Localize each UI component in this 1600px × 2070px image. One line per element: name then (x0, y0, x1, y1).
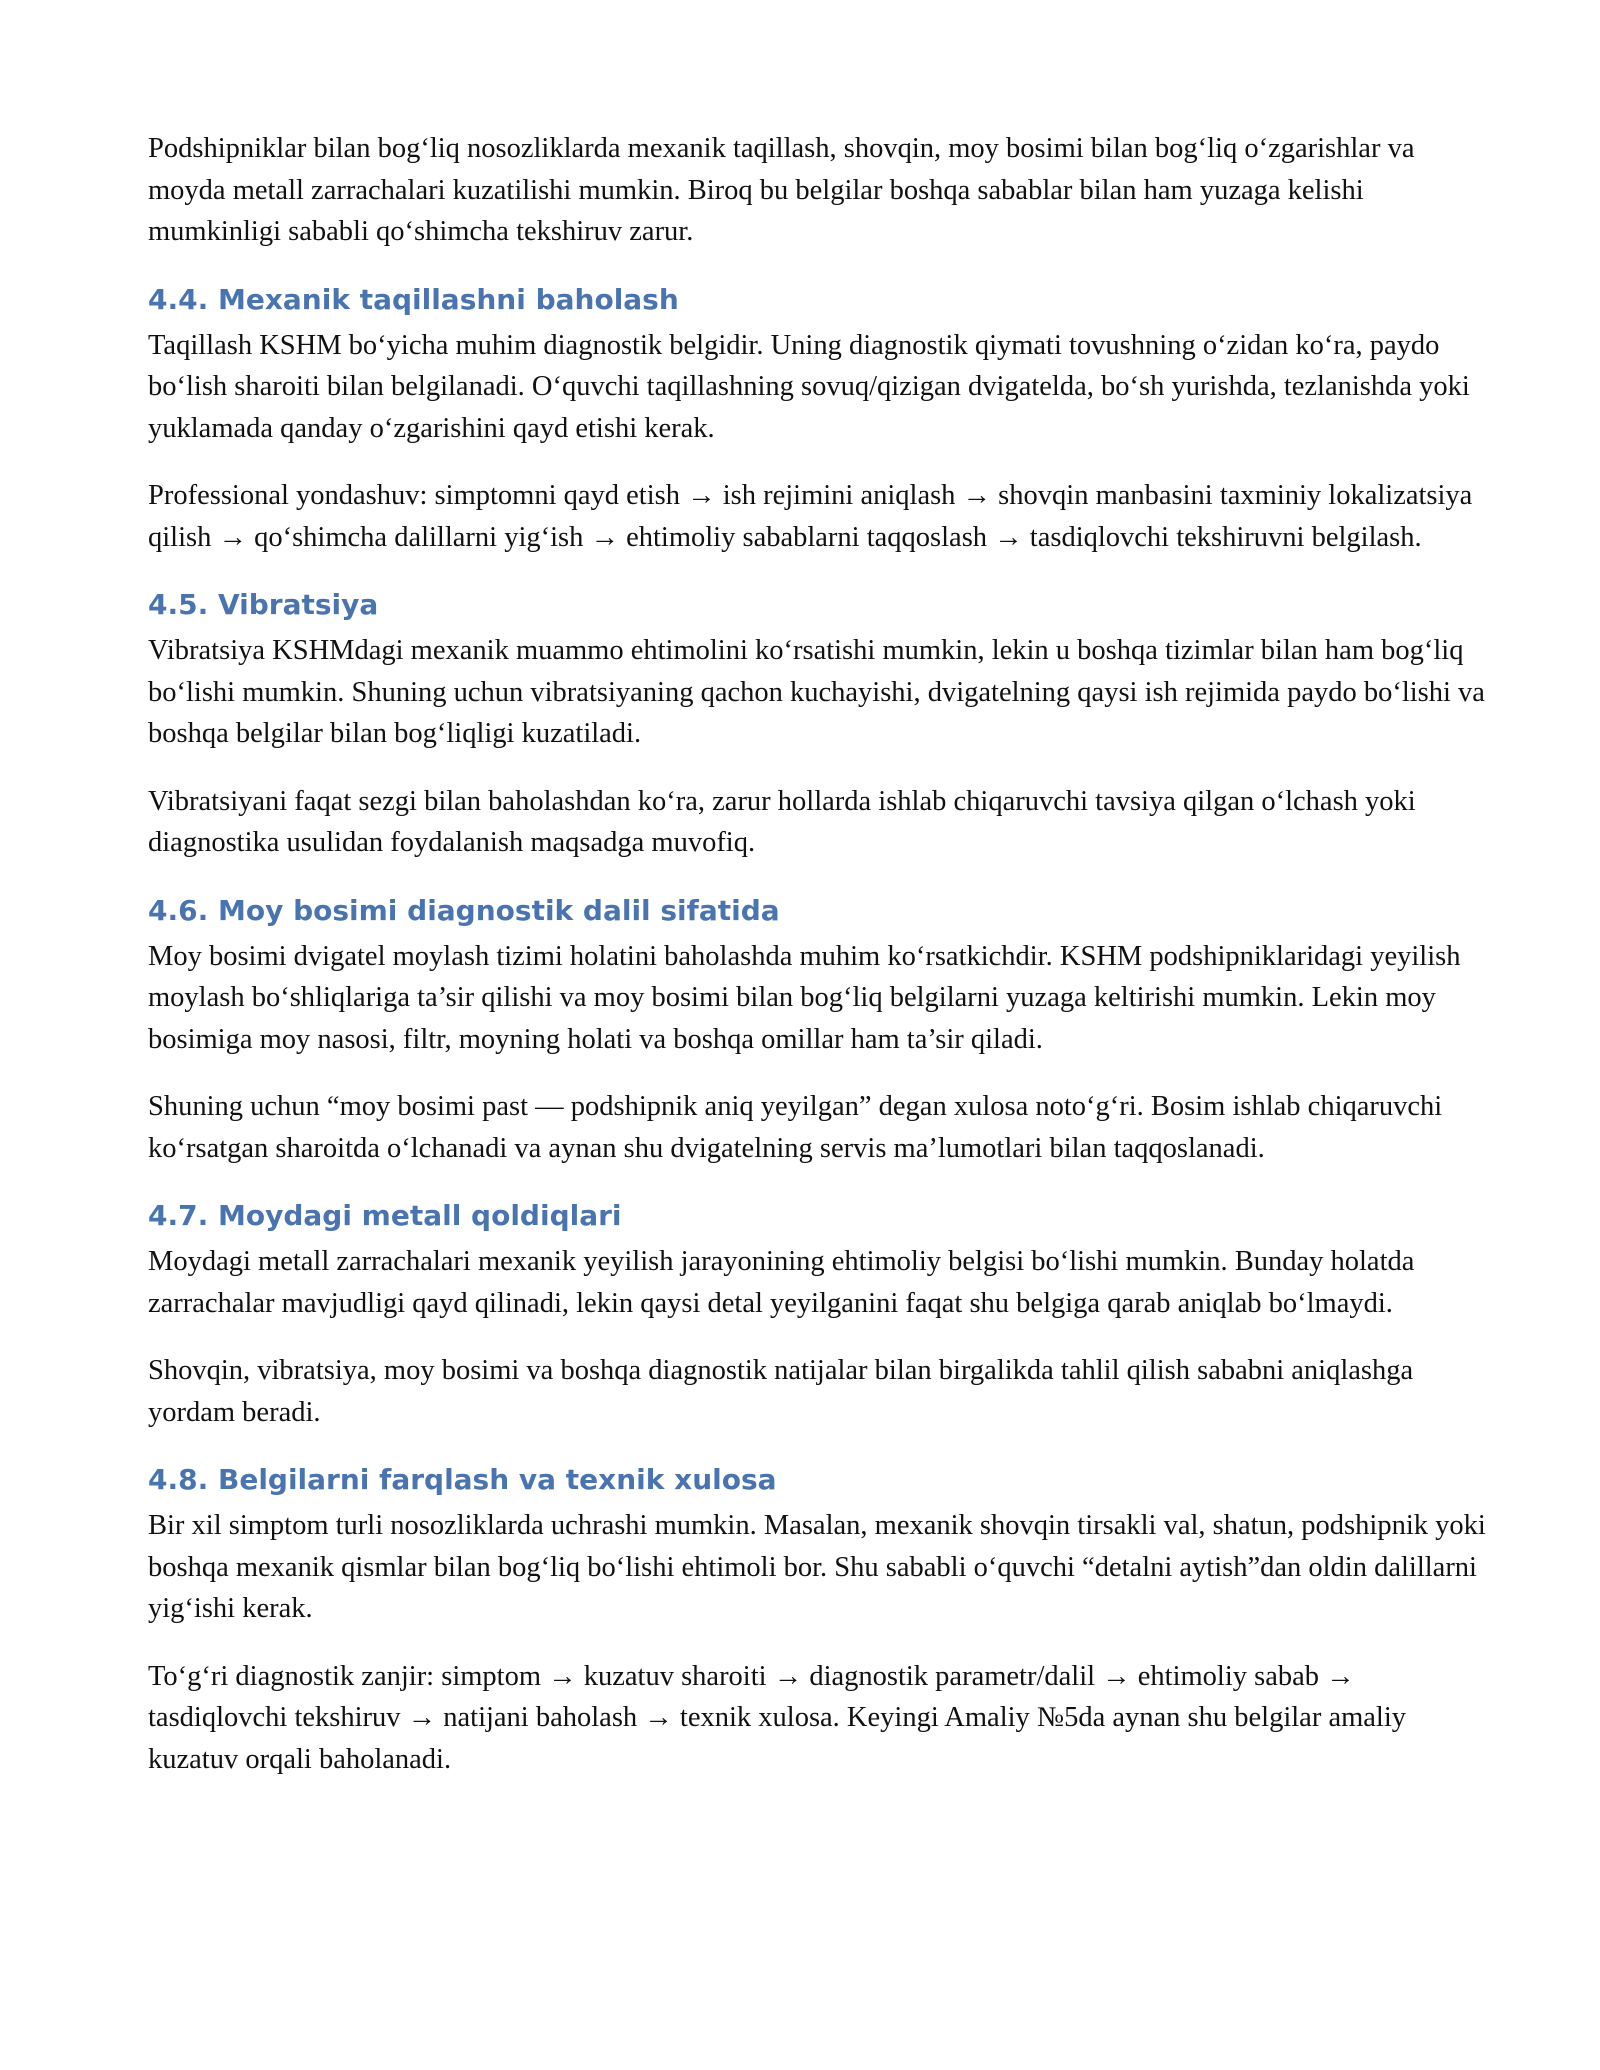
section-4-7 (148, 1195, 1490, 1433)
paragraph: Taqillash KSHM bo‘yicha muhim diagnostik belgidir. Uning diagnostik qiymati tovushning o‘zidan ko‘ra, paydo bo‘lish sharoiti bilan belgilanadi. O‘quvchi taqillashning sovuq/qizigan dvigatelda, bo‘sh yurishda, tezlanishda yoki yuklamada qanday o‘zgarishini qayd etishi kerak. (148, 329, 1470, 444)
section-heading: 4.7. Moydagi metall qoldiqlari (148, 1199, 622, 1232)
section-4-6 (148, 890, 1490, 1170)
section-heading: 4.4. Mexanik taqillashni baholash (148, 282, 679, 316)
paragraph: Vibratsiya KSHMdagi mexanik muammo ehtimolini ko‘rsatishi mumkin, lekin u boshqa tizimlar bilan ham bog‘liq bo‘lishi mumkin. Shuning uchun vibratsiyaning qachon kuchayishi, dvigatelning qaysi ish rejimida paydo bo‘lishi va boshqa belgilar bilan bog‘liqligi kuzatiladi. (148, 635, 1485, 749)
paragraph: Moydagi metall zarrachalari mexanik yeyilish jarayonining ehtimoliy belgisi bo‘lishi mumkin. Bunday holatda zarrachalar mavjudligi qayd qilinadi, lekin qaysi detal yeyilganini faqat shu belgiga qarab aniqlab bo‘lmaydi. (148, 1246, 1415, 1319)
document-page (148, 128, 1490, 1806)
paragraph: Moy bosimi dvigatel moylash tizimi holatini baholashda muhim ko‘rsatkichdir. KSHM podshipniklaridagi yeyilish moylash bo‘shliqlariga ta’sir qilishi va moy bosimi bilan bog‘liq belgilarni yuzaga keltirishi mumkin. Lekin moy bosimiga moy nasosi, filtr, moyning holati va boshqa omillar ham ta’sir qiladi. (148, 940, 1461, 1055)
intro-paragraph: Podshipniklar bilan bog‘liq nosozliklarda mexanik taqillash, shovqin, moy bosimi bilan bog‘liq o‘zgarishlar va moyda metall zarrachalari kuzatilishi mumkin. Biroq bu belgilar boshqa sabablar bilan ham yuzaga kelishi mumkinligi sababli qo‘shimcha tekshiruv zarur. (148, 133, 1415, 247)
section-4-5 (148, 584, 1490, 864)
paragraph: Shuning uchun “moy bosimi past — podshipnik aniq yeyilgan” degan xulosa noto‘g‘ri. Bosim ishlab chiqaruvchi ko‘rsatgan sharoitda o‘lchanadi va aynan shu dvigatelning servis ma’lumotlari bilan taqqoslanadi. (148, 1091, 1443, 1164)
paragraph: Vibratsiyani faqat sezgi bilan baholashdan ko‘ra, zarur hollarda ishlab chiqaruvchi tavsiya qilgan o‘lchash yoki diagnostika usulidan foydalanish maqsadga muvofiq. (148, 785, 1416, 858)
section-4-4 (148, 279, 1490, 559)
paragraph: Shovqin, vibratsiya, moy bosimi va boshqa diagnostik natijalar bilan birgalikda tahlil qilish sababni aniqlashga yordam beradi. (148, 1355, 1414, 1428)
section-heading: 4.8. Belgilarni farqlash va texnik xulosa (148, 1463, 777, 1496)
section-4-8 (148, 1459, 1490, 1780)
section-heading: 4.6. Moy bosimi diagnostik dalil sifatida (148, 893, 780, 927)
paragraph: Professional yondashuv: simptomni qayd etish → ish rejimini aniqlash → shovqin manbasini taxminiy lokalizatsiya qilish → qo‘shimcha dalillarni yig‘ish → ehtimoliy sabablarni taqqoslash → tasdiqlovchi tekshiruvni belgilash. (148, 480, 1473, 553)
section-heading: 4.5. Vibratsiya (148, 588, 379, 621)
paragraph: Bir xil simptom turli nosozliklarda uchrashi mumkin. Masalan, mexanik shovqin tirsakli val, shatun, podshipnik yoki boshqa mexanik qismlar bilan bog‘liq bo‘lishi ehtimoli bor. Shu sababli o‘quvchi “detalni aytish”dan oldin dalillarni yig‘ishi kerak. (148, 1510, 1486, 1624)
paragraph: To‘g‘ri diagnostik zanjir: simptom → kuzatuv sharoiti → diagnostik parametr/dalil → ehtimoliy sabab → tasdiqlovchi tekshiruv → natijani baholash → texnik xulosa. Keyingi Amaliy №5da aynan shu belgilar amaliy kuzatuv orqali baholanadi. (148, 1660, 1406, 1775)
